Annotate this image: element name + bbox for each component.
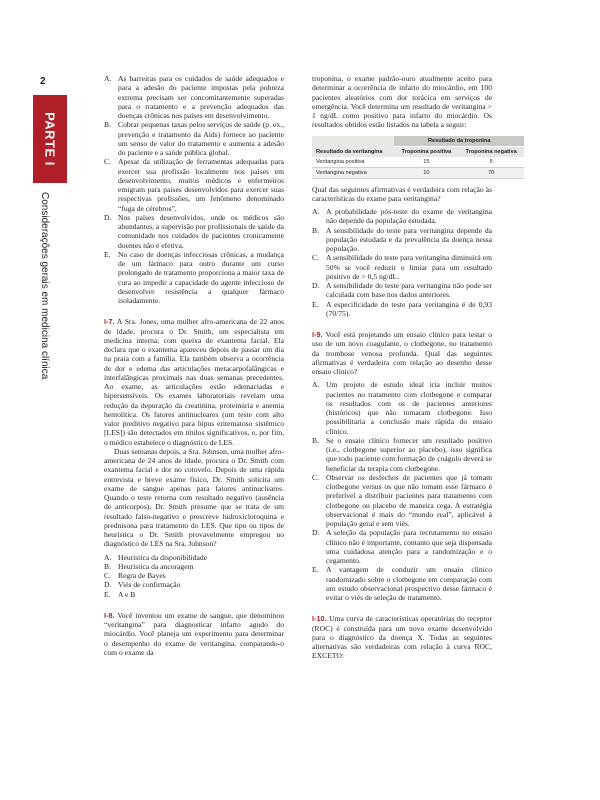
q8-number: I-8. [104, 610, 115, 620]
q8-option [312, 226, 492, 254]
option-text: Um projeto de estudo ideal iria incluir muitos pacientes no tratamento com clotbegone e comparar os resultados com os de pacientes anteriores (históricos) que não tomaram clotbegone. Isso possibilitaria a conclusão mais rápida do ensaio clínico. [326, 380, 492, 436]
table-cell: 15 [394, 157, 458, 168]
troponin-table [312, 136, 524, 179]
table-corner-header: Resultado da veritangina [312, 136, 394, 157]
option-letter: B. [104, 120, 111, 130]
option-letter: C. [312, 472, 319, 482]
q7-option [104, 553, 284, 562]
table-row-label: Veritangina positiva [312, 157, 394, 168]
q10-text: Uma curva de características operatórias do receptor (ROC) é construída para um novo exame desenvolvido para o diagnóstico da doença X. Todas as seguintes alternativas são verdadeiras com relação à curva ROC, EXCETO: [312, 614, 492, 661]
option-letter: D. [312, 281, 320, 290]
option-text: Viés de confirmação [118, 580, 181, 590]
right-column [312, 74, 517, 661]
q9-option [312, 380, 492, 436]
q9-options [312, 380, 492, 602]
option-text: A vantagem de conduzir um ensaio clínico randomizado sobre o clotbegone em comparação com um estudo observacional prospectivo desse fármaco é evitar o viés de seleção de tratamento. [326, 565, 492, 602]
q10-number: I-10. [312, 614, 327, 624]
running-side-title: Considerações gerais em medicina clínica [39, 192, 50, 380]
option-text: Cobrar pequenas taxas pelos serviços de saúde (p. ex., prevenção e tratamento da Aids) fornece ao paciente um senso de valor do tratamento e aumenta a adesão do paciente e a saúde pública global. [118, 120, 284, 157]
option-text: Nos países desenvolvidos, onde os médicos são abundantes, a supervisão por profissionais de saúde da comunidade nos cuidados de pacientes cronicamente doentes não é efetiva. [118, 212, 284, 250]
q6-options [104, 74, 284, 305]
q7-options [104, 553, 284, 599]
q9-option [312, 473, 492, 529]
option-letter: A. [104, 74, 112, 83]
option-letter: A. [312, 207, 320, 216]
table-cell: 10 [394, 167, 458, 178]
option-letter: C. [104, 157, 111, 167]
option-text: Apesar da utilização de ferramentas adequadas para exercer sua profissão localmente nos países em desenvolvimento, muitos médicos e enfermeiros emigram para países desenvolvidos para exercer suas respectivas profissões, um fenômeno denominado “fuga de cérebros”. [118, 157, 284, 213]
option-text: A e B [118, 589, 136, 599]
option-text: A seleção da população para recrutamento no ensaio clínico não é importante, contanto que seja dispensada uma cuidadosa atenção para a randomização e o cegamento. [326, 528, 492, 565]
q7-number: I-7. [104, 317, 115, 327]
option-text: Se o ensaio clínico fornecer um resultado positivo (i.e., clotbegone superior ao placebo), isso significa que todo paciente com formação de coágulo deverá se beneficiar da terapia com clotbegone. [326, 435, 492, 473]
q6-option [104, 250, 284, 306]
option-letter: D. [312, 528, 320, 538]
option-letter: E. [312, 299, 319, 309]
q6-option [104, 157, 284, 213]
q7-para1: A Sra. Jones, uma mulher afro-americana de 22 anos de idade, procura o Dr. Smith, um especialista em medicina interna, com queixa de exantema facial. Ela declara que o exantema apareceu depois de passar um dia na praia com a família. Ela também observa a ocorrência de dor e edema das articulações metacarpofalângicas e interfalângicas proximais nas duas semanas precedentes. Ao exame, as articulações estão edemaciadas e hipersensíveis. Os exames laboratoriais revelam uma redução da depuração da creatinina, proteinúria e anemia hemolítica. Os fatores antinucleares (um teste com alto valor preditivo negativo para lúpus eritematoso sistêmico [LES]) são detectados em títulos significativos, e, por fim, o médico estabelece o diagnóstico de LES. [104, 317, 284, 447]
left-column [104, 74, 284, 657]
q7-option [104, 562, 284, 571]
q9-option [312, 565, 492, 602]
q7-para2: Duas semanas depois, a Sra. Johnson, uma mulher afro-americana de 24 anos de idade, procura o Dr. Smith com exantema facial e dor no cotovelo. Depois de uma rápida entrevista e breve exame físico, Dr. Smith solicita um exame de sangue apenas para fatores antinucleares. Quando o teste retorna com resultado negativo (ausência de anticorpos), Dr. Smith presume que se trata de um resultado falso-negativo e prescreve hidroxicloroquina e prednisona para tratamento do LES. Que tipo ou tipos de heurística o Dr. Smith provavelmente empregou no diagnóstico de LES na Sra. Johnson? [104, 446, 284, 549]
option-letter: E. [312, 565, 319, 575]
q7-option [104, 571, 284, 580]
q7-option [104, 590, 284, 599]
table-group-header: Resultado da troponina [394, 136, 524, 147]
q8-option [312, 253, 492, 281]
option-text: Heurística da ancoragem [118, 561, 194, 571]
option-letter: A. [104, 552, 112, 562]
part-tab-label: PARTE I [42, 112, 58, 166]
option-letter: C. [104, 571, 111, 580]
option-text: A sensibilidade do teste para veritangina não pode ser calculada com base nos dados anteriores. [326, 281, 492, 300]
question-8 [104, 611, 284, 657]
option-text: No caso de doenças infecciosas crônicas, a mudança de um fármaco para outro durante um curso prolongado de tratamento proporciona a maior taxa de cura ao impedir a capacidade do agente infeccioso de desenvolver resistência a qualquer fármaco isoladamente. [118, 249, 284, 305]
q9-number: I-9. [312, 330, 323, 339]
option-text: A sensibilidade do teste para veritangina depende da população estudada e da prevalência da doença nessa população. [326, 225, 492, 253]
option-text: As barreiras para os cuidados de saúde adequados e para a adesão do paciente impostas pela pobreza extrema precisam ser concomitantemente superadas para o tratamento e a prevenção adequados das doenças crônicas nos países em desenvolvimento. [118, 74, 284, 120]
q6-option [104, 74, 284, 120]
option-letter: B. [312, 435, 319, 445]
q8-option [312, 300, 492, 319]
option-letter: C. [312, 253, 319, 263]
option-letter: E. [104, 589, 111, 599]
table-col-header: Troponina positiva [394, 146, 458, 157]
page-number: 2 [40, 76, 46, 87]
table-row [312, 157, 524, 168]
table-col-header: Troponina negativa [458, 146, 524, 157]
q8-option [312, 281, 492, 300]
q9-option [312, 436, 492, 473]
option-letter: B. [104, 561, 111, 571]
table-row [312, 167, 524, 178]
q8-options [312, 207, 492, 318]
option-letter: B. [312, 225, 319, 235]
q8-question: Qual das seguintes afirmativas é verdadeira com relação às características do exame para veritangina? [312, 184, 492, 203]
q8-continuation: troponina, o exame padrão-ouro atualmente aceito para determinar a ocorrência de infarto do miocárdio, em 100 pacientes aleatórios com dor torácica em serviços de emergência. Você determina um resultado de veritangina > 1 ng/dL como positivo para infarto do miocárdio. Os resultados obtidos estão listados na tabela a seguir: [312, 74, 492, 130]
q7-option [104, 580, 284, 589]
q8-option [312, 207, 492, 226]
table-cell: 70 [458, 167, 524, 178]
q6-option [104, 120, 284, 157]
option-letter: D. [104, 580, 112, 590]
option-text: Regra de Bayes [118, 571, 166, 580]
option-letter: D. [104, 212, 112, 222]
q9-option [312, 528, 492, 565]
question-10 [312, 614, 492, 660]
option-text: A sensibilidade do teste para veritangina diminuirá em 50% se você reduzir o limiar para um resultado positivo de > 0,5 ng/dL. [326, 253, 492, 281]
question-7 [104, 317, 284, 599]
option-text: Observar os desfechos de pacientes que já tomam clotbegone versus os que não tomam esse fármaco é preferível a distribuir pacientes para tratamento com clotbegone ou placebo de maneira cega. A estratégia observacional é mais do “mundo real”, aplicável à população geral e sem viés. [326, 472, 492, 528]
option-text: A especificidade do teste para veritangina é de 0,93 (70/75). [326, 299, 492, 318]
table-cell: 5 [458, 157, 524, 168]
q8-text: Você inventou um exame de sangue, que denominou “veritangina” para diagnosticar infarto agudo do miocárdio. Você planeja um experimento para determinar o desempenho do exame de veritangina, comparando-o com o exame da [104, 610, 284, 657]
option-letter: E. [104, 249, 111, 259]
option-text: A probabilidade pós-teste do exame de veritangina não depende da população estudada. [326, 207, 492, 226]
option-text: Heurística da disponibilidade [118, 552, 207, 562]
question-9 [312, 330, 492, 602]
q6-option [104, 213, 284, 250]
option-letter: A. [312, 380, 320, 390]
part-tab [33, 95, 67, 183]
q9-text: Você está projetando um ensaio clínico para testar o uso de um novo coagulante, o clotbegone, no tratamento da trombose venosa profunda. Qual das seguintes afirmativas é verdadeira com relação ao desenho desse ensaio clínico? [312, 330, 492, 376]
table-row-label: Veritangina negativa [312, 167, 394, 178]
